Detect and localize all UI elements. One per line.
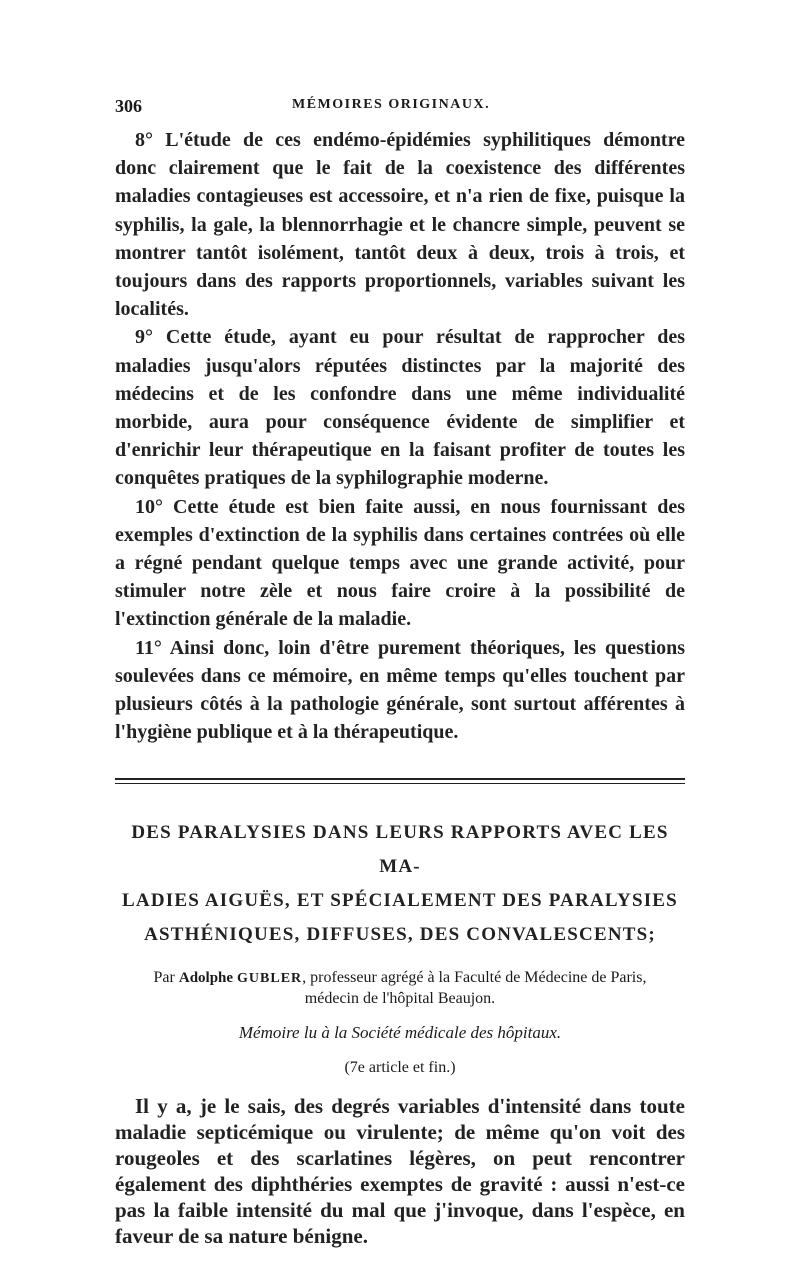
article-body-paragraph: Il y a, je le sais, des degrés variables d'intensité dans toute maladie septicémique ou virulente; de même qu'on voit des rougeoles et des scarlatines légères, on peut rencontrer également des diphthéries exemptes de gravité : aussi n'est-ce pas la faible intensité du mal que j'invoque, dans l'espèce, en faveur de sa nature bénigne. <box>115 1094 685 1249</box>
byline-par: Par <box>153 969 175 987</box>
article-title-line-1: DES PARALYSIES DANS LEURS RAPPORTS AVEC LES MA- <box>131 822 669 878</box>
article-title-line-3: ASTHÉNIQUES, DIFFUSES, DES CONVALESCENTS; <box>144 924 656 946</box>
section-divider <box>115 778 685 784</box>
article-title-line-2: LADIES AIGUËS, ET SPÉCIALEMENT DES PARALYSIES <box>122 890 678 912</box>
paragraph-11: 11° Ainsi donc, loin d'être purement théoriques, les questions soulevées dans ce mémoire, en même temps qu'elles touchent par plusieurs côtés à la pathologie générale, sont surtout afférentes à l'hygiène publique et à la thérapeutique. <box>115 636 685 744</box>
article-part-text: (7e article et fin.) <box>344 1059 456 1077</box>
article-title <box>115 816 685 952</box>
conclusions-block <box>115 126 685 746</box>
memoir-note: Mémoire lu à la Société médicale des hôpitaux. <box>238 1023 562 1043</box>
paragraph-9: 9° Cette étude, ayant eu pour résultat de rapprocher des maladies jusqu'alors réputées distinctes par la majorité des médecins et de les confondre dans une même individualité morbide, aura pour conséquence évidente de simplifier et d'enrichir leur thérapeutique en la faisant profiter de toutes les conquêtes pratiques de la syphilographie moderne. <box>115 326 685 490</box>
page <box>115 96 685 1270</box>
author-first-name: Adolphe <box>178 970 234 987</box>
byline <box>115 968 685 1009</box>
article-part <box>115 1059 685 1077</box>
author-title-1: , professeur agrégé à la Faculté de Médecine de Paris, <box>302 969 647 987</box>
page-number: 306 <box>115 96 142 116</box>
paragraph-10: 10° Cette étude est bien faite aussi, en nous fournissant des exemples d'extinction de la syphilis dans certaines contrées où elle a régné pendant quelque temps avec une grande activité, pour stimuler notre zèle et nous faire croire à la possibilité de l'extinction générale de la maladie. <box>115 495 685 631</box>
paragraph-8: 8° L'étude de ces endémo-épidémies syphilitiques démontre donc clairement que le fait de la coexistence des différentes maladies contagieuses est accessoire, et n'a rien de fixe, puisque la syphilis, la gale, la blennorrhagie et le chancre simple, peuvent se montrer tantôt isolément, tantôt deux à deux, trois à trois, et toujours dans des rapports proportionnels, variables suivant les localités. <box>115 129 685 321</box>
author-title-2: médecin de l'hôpital Beaujon. <box>304 990 496 1008</box>
running-title: MÉMOIRES ORIGINAUX. <box>292 97 491 112</box>
author-last-name: GUBLER <box>237 971 303 987</box>
running-head <box>115 96 685 120</box>
